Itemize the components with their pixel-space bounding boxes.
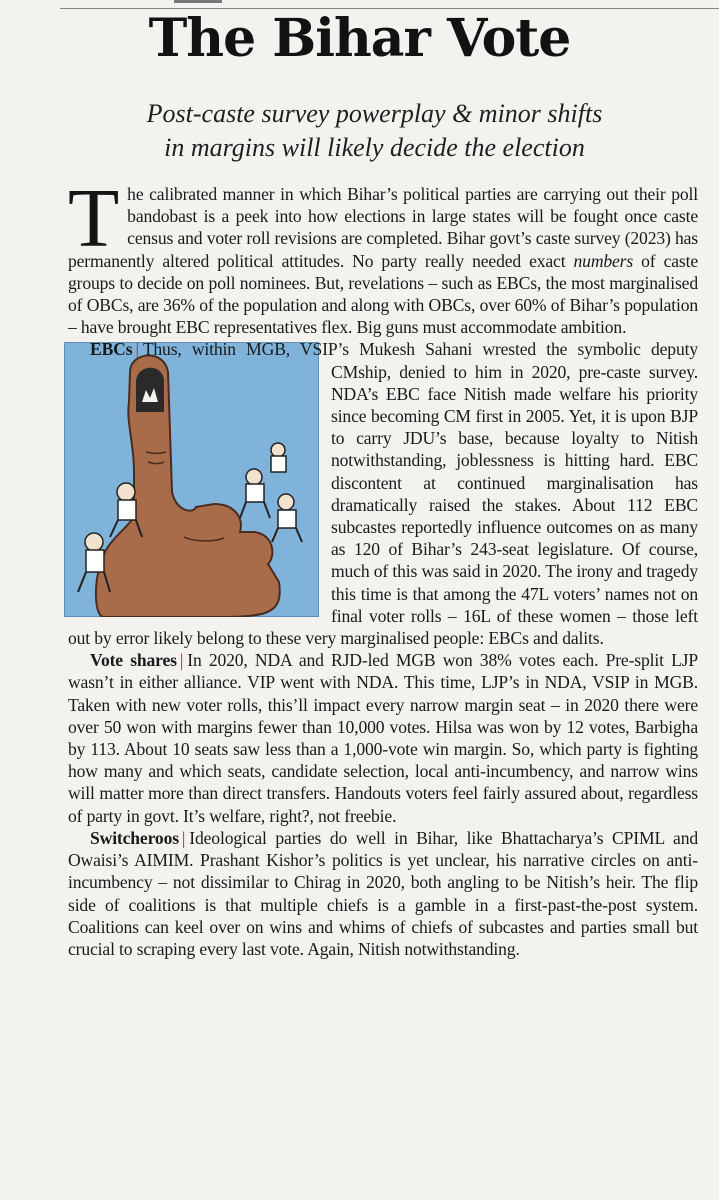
deck bbox=[60, 97, 689, 165]
section-switcheroos bbox=[68, 827, 698, 960]
kicker-separator: | bbox=[181, 827, 186, 848]
section-vote-shares bbox=[68, 649, 698, 827]
cartoon-illustration bbox=[64, 342, 319, 617]
deck-line-2: in margins will likely decide the election bbox=[164, 133, 585, 162]
cartoon-finger-ink-icon bbox=[64, 342, 319, 617]
intro-emphasis: numbers bbox=[573, 250, 634, 271]
intro-text-a: he calibrated manner in which Bihar’s political parties are carrying out their poll bandobast is a peek into how elections in large states will be fought once caste census and voter roll revisions are completed. Bihar govt’s caste survey (2023) has permanently altered political attitudes. No party really needed exact bbox=[68, 184, 698, 271]
drop-cap: T bbox=[68, 172, 120, 265]
article-body bbox=[68, 172, 698, 960]
section-text: Thus, within MGB, VSIP’s Mukesh Sahani wrested the symbolic deputy CMship, denied to him in 2020, pre-caste survey. NDA’s EBC face Nitish made welfare his priority since becoming CM first in 2005. Yet, it is upon BJP to carry JDU’s base, because loyalty to Nitish notwithstanding, joblessness is hitting hard. EBC discontent at continued marginalisation has dramatically raised the stakes. About 112 EBC subcastes reportedly influence outcomes on as many as 120 of Bihar’s 243-seat legislature. Of course, much of this was said in 2020. The irony and tragedy this time is that among the 47L voters’ names not on final voter rolls – 16L of these women – those left out by error likely belong to these very marginalised people: EBCs and dalits. bbox=[68, 339, 698, 649]
section-kicker: Switcheroos bbox=[90, 827, 179, 848]
kicker-separator: | bbox=[135, 339, 139, 360]
kicker-separator: | bbox=[179, 650, 184, 671]
section-ebcs bbox=[68, 338, 698, 649]
section-text: Ideological parties do well in Bihar, like Bhattacharya’s CPIML and Owaisi’s AIMIM. Prashant Kishor’s politics is yet unclear, his narrative circles on anti-incumbency – not dissimilar to Chirag in 2020, both angling to be Nitish’s heir. The flip side of coalitions is that multiple chiefs is a gamble in a first-past-the-post system. Coalitions can keel over on wins and whims of chiefs of subcastes and parties small but crucial to scraping every last vote. Again, Nitish notwithstanding. bbox=[68, 827, 698, 959]
section-kicker: EBCs bbox=[90, 339, 133, 360]
top-rule-stub bbox=[174, 0, 222, 3]
section-text: In 2020, NDA and RJD-led MGB won 38% votes each. Pre-split LJP wasn’t in either alliance. VIP went with NDA. This time, LJP’s in NDA, VSIP in MGB. Taken with new voter rolls, this’ll impact every narrow margin seat – in 2020 there were over 50 won with margins fewer than 10,000 votes. Hilsa was won by 12 votes, Barbigha by 113. About 10 seats saw less than a 1,000-vote win margin. So, which party is fighting how many and which seats, candidate selection, local anti-incumbency, and narrow wins will matter more than direct transfers. Handouts voters feel fairly assured about, regardless of party in govt. It’s welfare, right?, not freebie. bbox=[68, 650, 698, 826]
deck-line-1: Post-caste survey powerplay & minor shifts bbox=[146, 99, 603, 128]
intro-text-b: of caste groups to decide on poll nominees. But, revelations – such as EBCs, the most marginalised of OBCs, are 36% of the population and along with OBCs, over 60% of Bihar’s population – have brought EBC representatives flex. Big guns must accommodate ambition. bbox=[68, 250, 698, 338]
headline: The Bihar Vote bbox=[148, 8, 571, 69]
intro-paragraph bbox=[68, 172, 698, 338]
section-kicker: Vote shares bbox=[90, 650, 177, 671]
